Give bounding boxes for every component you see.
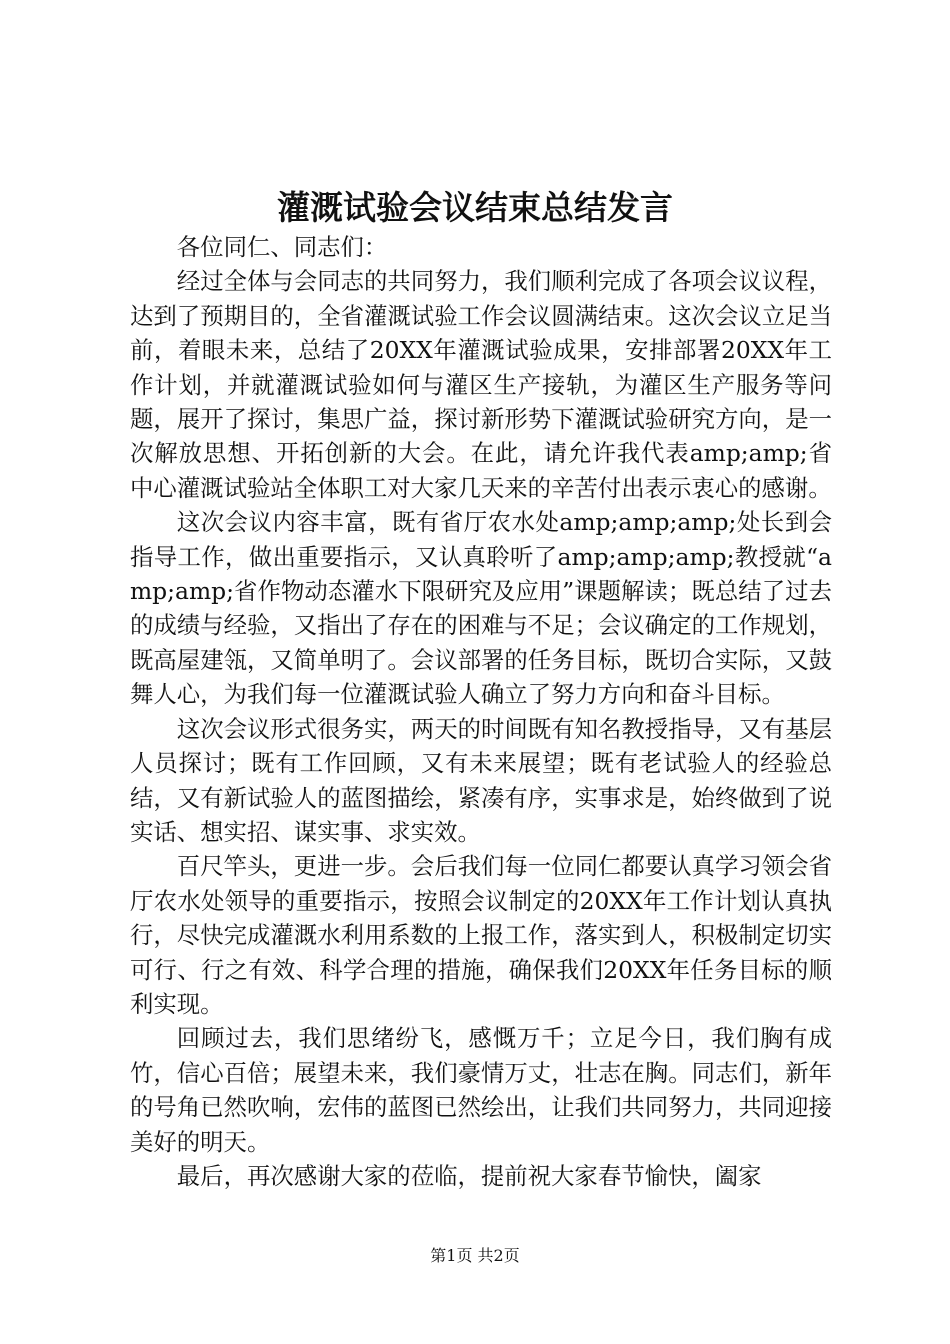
- salutation-paragraph: 各位同仁、同志们：: [176, 233, 388, 261]
- closing-paragraph: 最后，再次感谢大家的莅临，提前祝大家春节愉快，阖家: [176, 1161, 762, 1190]
- body-paragraph: 百尺竿头，更进一步。会后我们每一位同仁都要认真学习领会省厅农水处领导的重要指示，按照会议制定的20XX年工作计划认真执行，尽快完成灌溉水利用系数的上报工作，落实到人，积极制定切实可行、行之有效、科学合理的措施，确保我们20XX年任务目标的顺利实现。: [130, 852, 832, 1018]
- document-title: 灌溉试验会议结束总结发言: [277, 188, 673, 227]
- page-number-footer: 第1页 共2页: [430, 1246, 520, 1265]
- body-paragraph: 经过全体与会同志的共同努力，我们顺利完成了各项会议议程，达到了预期目的，全省灌溉试验工作会议圆满结束。这次会议立足当前，着眼未来，总结了20XX年灌溉试验成果，安排部署20XX年工作计划，并就灌溉试验如何与灌区生产接轨，为灌区生产服务等问题，展开了探讨，集思广益，探讨新形势下灌溉试验研究方向，是一次解放思想、开拓创新的大会。在此，请允许我代表amp;amp;省中心灌溉试验站全体职工对大家几天来的辛苦付出表示衷心的感谢。: [130, 267, 832, 502]
- body-paragraph: 这次会议形式很务实，两天的时间既有知名教授指导，又有基层人员探讨；既有工作回顾，又有未来展望；既有老试验人的经验总结，又有新试验人的蓝图描绘，紧凑有序，实事求是，始终做到了说实话、想实招、谋实事、求实效。: [130, 714, 832, 846]
- body-paragraph: 回顾过去，我们思绪纷飞，感慨万千；立足今日，我们胸有成竹，信心百倍；展望未来，我们豪情万丈，壮志在胸。同志们，新年的号角已然吹响，宏伟的蓝图已然绘出，让我们共同努力，共同迎接美好的明天。: [130, 1024, 832, 1156]
- document-body: [130, 230, 832, 1193]
- body-paragraph: 这次会议内容丰富，既有省厅农水处amp;amp;amp;处长到会指导工作，做出重要指示，又认真聆听了amp;amp;amp;教授就“amp;amp;省作物动态灌水下限研究及应用”课题解读；既总结了过去的成绩与经验，又指出了存在的困难与不足；会议确定的工作规划，既高屋建瓴，又简单明了。会议部署的任务目标，既切合实际，又鼓舞人心，为我们每一位灌溉试验人确立了努力方向和奋斗目标。: [130, 508, 832, 709]
